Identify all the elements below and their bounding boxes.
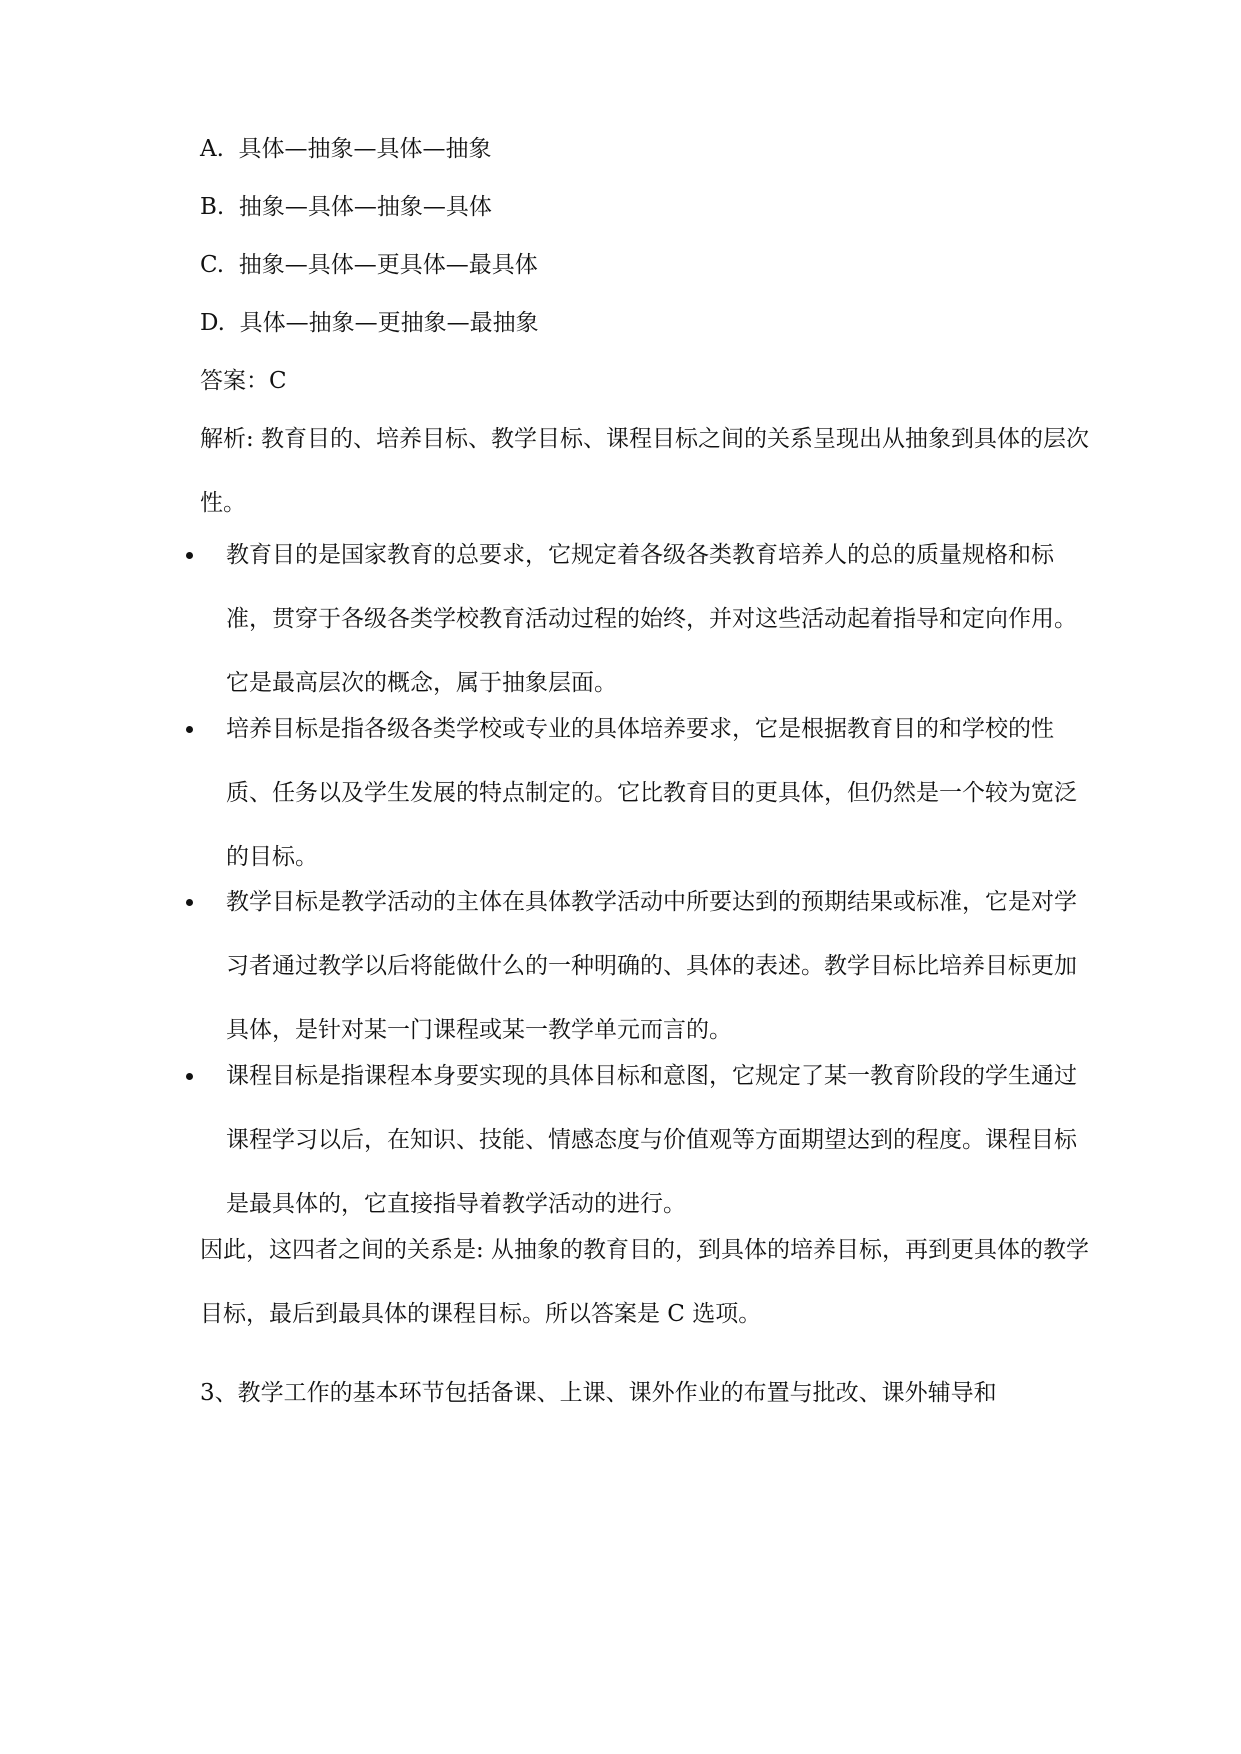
bullet-icon [186,899,193,906]
bullet-item-course-goal [226,1044,1094,1236]
option-c-text: 抽象—具体—更具体—最具体 [238,252,538,278]
option-a [200,138,492,161]
bullet-text: 课程目标是指课程本身要实现的具体目标和意图，它规定了某一教育阶段的学生通过课程学习以后，在知识、技能、情感态度与价值观等方面期望达到的程度。课程目标是最具体的，它直接指导着教学活动的进行。 [226,1063,1077,1217]
bullet-item-education-purpose [226,523,1094,715]
option-c [200,254,538,277]
option-d-text: 具体—抽象—更抽象—最抽象 [239,310,539,336]
conclusion-paragraph: 因此，这四者之间的关系是: 从抽象的教育目的，到具体的培养目标，再到更具体的教学目标，最后到最具体的课程目标。所以答案是 C 选项。 [200,1237,1090,1327]
option-d-letter: D. [200,310,225,336]
answer: 答案：C [200,368,287,394]
bullet-icon [186,552,193,559]
bullet-item-teaching-goal [226,870,1094,1062]
bullet-text: 教育目的是国家教育的总要求，它规定着各级各类教育培养人的总的质量规格和标准，贯穿于各级各类学校教育活动过程的始终，并对这些活动起着指导和定向作用。它是最高层次的概念，属于抽象层面。 [226,542,1077,696]
bullet-icon [186,1073,193,1080]
option-b-letter: B. [200,194,225,220]
analysis-paragraph: 解析: 教育目的、培养目标、教学目标、课程目标之间的关系呈现出从抽象到具体的层次性。 [200,426,1090,516]
bullet-icon [186,726,193,733]
bullet-text: 教学目标是教学活动的主体在具体教学活动中所要达到的预期结果或标准，它是对学习者通过教学以后将能做什么的一种明确的、具体的表述。教学目标比培养目标更加具体，是针对某一门课程或某一教学单元而言的。 [226,889,1077,1043]
option-b-text: 抽象—具体—抽象—具体 [238,194,492,220]
option-c-letter: C. [200,252,225,278]
bullet-text: 培养目标是指各级各类学校或专业的具体培养要求，它是根据教育目的和学校的性质、任务以及学生发展的特点制定的。它比教育目的更具体，但仍然是一个较为宽泛的目标。 [226,716,1077,870]
option-d [200,312,539,335]
next-question: 3、教学工作的基本环节包括备课、上课、课外作业的布置与批改、课外辅导和 [200,1380,997,1406]
option-a-text: 具体—抽象—具体—抽象 [238,136,492,162]
bullet-item-training-goal [226,697,1094,889]
option-a-letter: A. [200,136,224,162]
option-b [200,196,492,219]
